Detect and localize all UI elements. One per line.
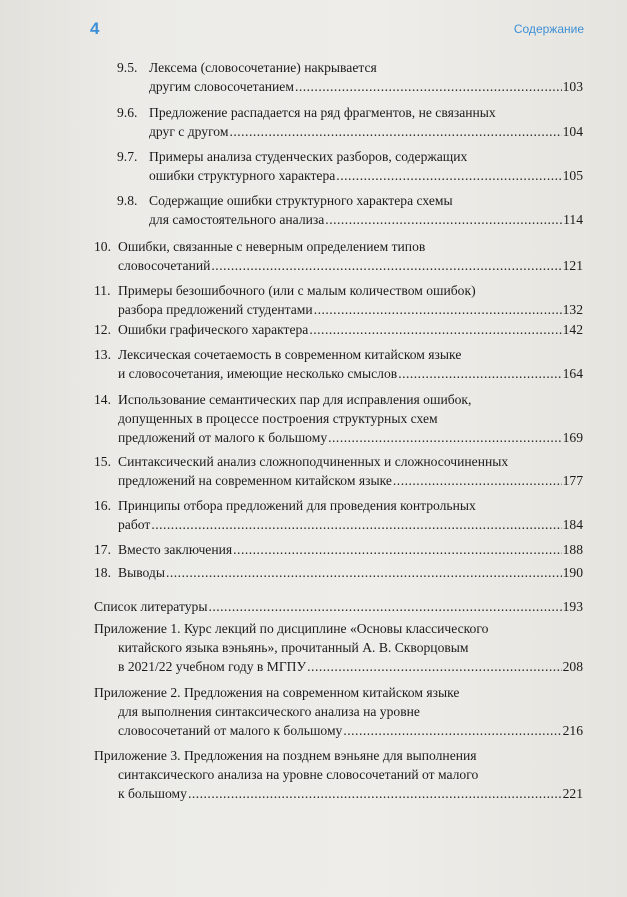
toc-leader-dots xyxy=(307,657,561,676)
toc-entry-title-line: Примеры анализа студенческих разборов, содержащих xyxy=(149,149,468,164)
toc-entry-title-line: Лексема (словосочетание) накрывается xyxy=(149,60,377,75)
toc-leader-dots xyxy=(328,428,561,447)
toc-entry-title-line: другим словосочетанием xyxy=(149,79,294,94)
toc-entry-number: 9.6. xyxy=(117,105,138,120)
toc-entry-title-line: для самостоятельного анализа xyxy=(149,212,325,227)
toc-leader-dots xyxy=(398,364,561,383)
toc-entry-title-line: к большому xyxy=(118,786,187,801)
toc-entry-number: 18. xyxy=(94,565,111,580)
toc-entry-title-line: Содержащие ошибки структурного характера схемы xyxy=(149,193,453,208)
toc-page-number: 121 xyxy=(562,258,583,273)
toc-entry-number: 12. xyxy=(94,322,111,337)
toc-entry-title-line: Ошибки, связанные с неверным определением типов xyxy=(118,239,426,254)
toc-entry-title-line: предложений на современном китайском языке xyxy=(118,473,392,488)
page-number: 4 xyxy=(90,19,100,38)
toc-leader-dots xyxy=(208,597,561,616)
toc-entry-number: 11. xyxy=(94,283,111,298)
toc-entry-title-line: Ошибки графического характера xyxy=(118,322,309,337)
toc-leader-dots xyxy=(211,256,561,275)
toc-page-number: 142 xyxy=(562,322,583,337)
toc-entry-title-line: разбора предложений студентами xyxy=(118,302,313,317)
toc-entry-title-line: китайского языка вэньянь», прочитанный А. В. Скворцовым xyxy=(118,640,469,655)
toc-page-number: 104 xyxy=(562,124,583,139)
toc-entry-number: 14. xyxy=(94,392,111,407)
toc-entry-title-line: Приложение 2. Предложения на современном китайском языке xyxy=(94,685,460,700)
toc-entry-number: 16. xyxy=(94,498,111,513)
toc-entry-title-line: работ xyxy=(118,517,151,532)
toc-page-number: 164 xyxy=(562,366,583,381)
toc-leader-dots xyxy=(343,721,561,740)
toc-entry-title-line: Приложение 1. Курс лекций по дисциплине «Основы классического xyxy=(94,621,489,636)
toc-page-number: 177 xyxy=(562,473,583,488)
toc-leader-dots xyxy=(393,471,562,490)
toc-entry-title-line: Лексическая сочетаемость в современном китайском языке xyxy=(118,347,462,362)
toc-entry-title-line: и словосочетания, имеющие несколько смыслов xyxy=(118,366,398,381)
toc-page-number: 193 xyxy=(562,599,583,614)
toc-page-number: 216 xyxy=(562,723,583,738)
toc-entry-number: 9.8. xyxy=(117,193,138,208)
toc-leader-dots xyxy=(295,77,562,96)
toc-entry-number: 13. xyxy=(94,347,111,362)
toc-entry-title-line: Примеры безошибочного (или с малым количеством ошибок) xyxy=(118,283,476,298)
toc-entry-title-line: предложений от малого к большому xyxy=(118,430,328,445)
toc-page-number: 190 xyxy=(562,565,583,580)
toc-entry-number: 10. xyxy=(94,239,111,254)
toc-entry-title-line: Принципы отбора предложений для проведения контрольных xyxy=(118,498,476,513)
toc-entry-title-line: Выводы xyxy=(118,565,165,580)
toc-leader-dots xyxy=(166,563,562,582)
toc-entry-title-line: словосочетаний от малого к большому xyxy=(118,723,343,738)
toc-entry-title-line: Использование семантических пар для исправления ошибок, xyxy=(118,392,472,407)
toc-leader-dots xyxy=(314,300,562,319)
toc-entry-title-line: Синтаксический анализ сложноподчиненных и сложносочиненных xyxy=(118,454,509,469)
toc-page-number: 105 xyxy=(562,168,583,183)
toc-entry-title-line: словосочетаний xyxy=(118,258,211,273)
running-header: Содержание xyxy=(513,22,584,36)
toc-entry-title-line: друг с другом xyxy=(149,124,229,139)
toc-entry-title-line: для выполнения синтаксического анализа на уровне xyxy=(118,704,420,719)
toc-page-number: 169 xyxy=(562,430,583,445)
toc-leader-dots xyxy=(325,210,562,229)
toc-page-number: 114 xyxy=(563,212,583,227)
toc-leader-dots xyxy=(188,784,562,803)
toc-page-number: 208 xyxy=(562,659,583,674)
toc-page-number: 221 xyxy=(562,786,583,801)
toc-leader-dots xyxy=(336,166,561,185)
toc-entry-title-line: ошибки структурного характера xyxy=(149,168,336,183)
toc-entry-title-line: в 2021/22 учебном году в МГПУ xyxy=(118,659,307,674)
toc-entry-number: 15. xyxy=(94,454,111,469)
toc-leader-dots xyxy=(151,515,561,534)
toc-page-number: 103 xyxy=(562,79,583,94)
toc-entry-number: 9.7. xyxy=(117,149,138,164)
toc-entry-title-line: Вместо заключения xyxy=(118,542,233,557)
toc-entry-title-line: допущенных в процессе построения структурных схем xyxy=(118,411,438,426)
toc-leader-dots xyxy=(229,122,561,141)
toc-page-number: 132 xyxy=(562,302,583,317)
toc-entry-title-line: Список литературы xyxy=(94,599,208,614)
toc-leader-dots xyxy=(309,320,561,339)
toc-leader-dots xyxy=(233,540,561,559)
toc-entry-number: 9.5. xyxy=(117,60,138,75)
toc-page-number: 184 xyxy=(562,517,583,532)
toc-entry-number: 17. xyxy=(94,542,111,557)
toc-entry-title-line: Предложение распадается на ряд фрагментов, не связанных xyxy=(149,105,496,120)
toc-entry-title-line: синтаксического анализа на уровне словосочетаний от малого xyxy=(118,767,479,782)
toc-entry-title-line: Приложение 3. Предложения на позднем вэньяне для выполнения xyxy=(94,748,477,763)
toc-page-number: 188 xyxy=(562,542,583,557)
